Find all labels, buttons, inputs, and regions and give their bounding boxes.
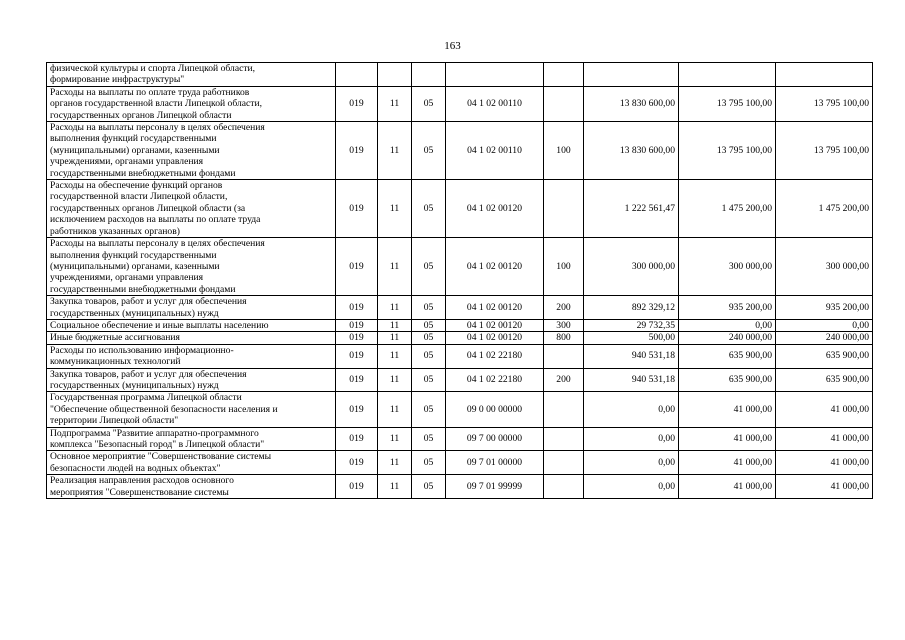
section-code-cell xyxy=(378,63,412,87)
subsection-code-cell: 05 xyxy=(412,475,446,499)
section-code-cell: 11 xyxy=(378,392,412,427)
amount-col3-cell: 13 795 100,00 xyxy=(776,122,873,180)
ministry-code-cell: 019 xyxy=(336,238,378,296)
expense-name-cell: Расходы на выплаты по оплате труда работников органов государственной власти Липецкой области, государственных органов Липецкой области xyxy=(47,86,336,121)
subsection-code-cell: 05 xyxy=(412,368,446,392)
amount-col1-cell: 500,00 xyxy=(584,332,679,344)
expense-name-cell: Реализация направления расходов основного мероприятия "Совершенствование системы xyxy=(47,475,336,499)
amount-col1-cell: 1 222 561,47 xyxy=(584,180,679,238)
target-article-cell: 04 1 02 00110 xyxy=(446,86,544,121)
subsection-code-cell xyxy=(412,63,446,87)
table-row xyxy=(47,319,873,331)
ministry-code-cell: 019 xyxy=(336,180,378,238)
amount-col1-cell: 29 732,35 xyxy=(584,319,679,331)
target-article-cell: 09 7 01 00000 xyxy=(446,451,544,475)
amount-col2-cell: 41 000,00 xyxy=(679,427,776,451)
expense-name-cell: Социальное обеспечение и иные выплаты населению xyxy=(47,319,336,331)
expense-name-cell: Расходы на обеспечение функций органов государственной власти Липецкой области, государственных органов Липецкой области (за исключением расходов на выплаты по оплате труда работников указанных органов) xyxy=(47,180,336,238)
amount-col2-cell: 635 900,00 xyxy=(679,368,776,392)
subsection-code-cell: 05 xyxy=(412,180,446,238)
table-row xyxy=(47,392,873,427)
target-article-cell: 04 1 02 00120 xyxy=(446,238,544,296)
expense-name-cell: Закупка товаров, работ и услуг для обеспечения государственных (муниципальных) нужд xyxy=(47,368,336,392)
amount-col3-cell: 0,00 xyxy=(776,319,873,331)
ministry-code-cell: 019 xyxy=(336,368,378,392)
ministry-code-cell: 019 xyxy=(336,332,378,344)
table-row xyxy=(47,238,873,296)
table-row xyxy=(47,63,873,87)
table-row xyxy=(47,122,873,180)
subsection-code-cell: 05 xyxy=(412,427,446,451)
target-article-cell: 04 1 02 22180 xyxy=(446,344,544,368)
amount-col3-cell: 635 900,00 xyxy=(776,344,873,368)
ministry-code-cell: 019 xyxy=(336,344,378,368)
section-code-cell: 11 xyxy=(378,368,412,392)
expense-type-cell: 800 xyxy=(544,332,584,344)
ministry-code-cell: 019 xyxy=(336,451,378,475)
expense-type-cell: 200 xyxy=(544,368,584,392)
section-code-cell: 11 xyxy=(378,86,412,121)
expense-name-cell: физической культуры и спорта Липецкой области, формирование инфраструктуры" xyxy=(47,63,336,87)
target-article-cell: 04 1 02 00120 xyxy=(446,319,544,331)
section-code-cell: 11 xyxy=(378,451,412,475)
ministry-code-cell: 019 xyxy=(336,122,378,180)
amount-col3-cell: 41 000,00 xyxy=(776,427,873,451)
subsection-code-cell: 05 xyxy=(412,122,446,180)
amount-col2-cell: 240 000,00 xyxy=(679,332,776,344)
ministry-code-cell: 019 xyxy=(336,296,378,320)
section-code-cell: 11 xyxy=(378,332,412,344)
amount-col1-cell: 940 531,18 xyxy=(584,368,679,392)
amount-col2-cell: 13 795 100,00 xyxy=(679,122,776,180)
expense-type-cell xyxy=(544,392,584,427)
amount-col2-cell: 41 000,00 xyxy=(679,475,776,499)
expense-name-cell: Расходы по использованию информационно- коммуникационных технологий xyxy=(47,344,336,368)
amount-col2-cell: 1 475 200,00 xyxy=(679,180,776,238)
amount-col3-cell: 13 795 100,00 xyxy=(776,86,873,121)
page-number: 163 xyxy=(444,40,461,52)
ministry-code-cell: 019 xyxy=(336,319,378,331)
table-row xyxy=(47,427,873,451)
amount-col2-cell: 300 000,00 xyxy=(679,238,776,296)
amount-col1-cell: 940 531,18 xyxy=(584,344,679,368)
table-row xyxy=(47,180,873,238)
subsection-code-cell: 05 xyxy=(412,86,446,121)
section-code-cell: 11 xyxy=(378,180,412,238)
amount-col1-cell: 13 830 600,00 xyxy=(584,86,679,121)
ministry-code-cell: 019 xyxy=(336,392,378,427)
expense-name-cell: Иные бюджетные ассигнования xyxy=(47,332,336,344)
table-row xyxy=(47,332,873,344)
amount-col1-cell: 13 830 600,00 xyxy=(584,122,679,180)
subsection-code-cell: 05 xyxy=(412,344,446,368)
amount-col2-cell: 41 000,00 xyxy=(679,451,776,475)
section-code-cell: 11 xyxy=(378,475,412,499)
amount-col2-cell: 13 795 100,00 xyxy=(679,86,776,121)
subsection-code-cell: 05 xyxy=(412,392,446,427)
expense-type-cell xyxy=(544,475,584,499)
expense-type-cell xyxy=(544,344,584,368)
amount-col3-cell: 300 000,00 xyxy=(776,238,873,296)
section-code-cell: 11 xyxy=(378,344,412,368)
amount-col3-cell: 41 000,00 xyxy=(776,475,873,499)
expense-type-cell: 100 xyxy=(544,238,584,296)
target-article-cell: 09 0 00 00000 xyxy=(446,392,544,427)
expense-name-cell: Подпрограмма "Развитие аппаратно-программного комплекса "Безопасный город" в Липецкой области" xyxy=(47,427,336,451)
amount-col3-cell xyxy=(776,63,873,87)
expense-name-cell: Расходы на выплаты персоналу в целях обеспечения выполнения функций государственными (муниципальными) органами, казенными учреждениями, органами управления государственными внебюджетными фондами xyxy=(47,122,336,180)
subsection-code-cell: 05 xyxy=(412,319,446,331)
ministry-code-cell xyxy=(336,63,378,87)
target-article-cell: 04 1 02 22180 xyxy=(446,368,544,392)
budget-table xyxy=(46,62,873,499)
subsection-code-cell: 05 xyxy=(412,296,446,320)
expense-type-cell: 100 xyxy=(544,122,584,180)
table-row xyxy=(47,344,873,368)
table-row xyxy=(47,451,873,475)
amount-col1-cell: 892 329,12 xyxy=(584,296,679,320)
amount-col2-cell: 935 200,00 xyxy=(679,296,776,320)
expense-type-cell xyxy=(544,180,584,238)
amount-col1-cell: 0,00 xyxy=(584,475,679,499)
target-article-cell: 04 1 02 00120 xyxy=(446,180,544,238)
target-article-cell: 04 1 02 00120 xyxy=(446,296,544,320)
amount-col1-cell: 0,00 xyxy=(584,451,679,475)
section-code-cell: 11 xyxy=(378,427,412,451)
ministry-code-cell: 019 xyxy=(336,475,378,499)
ministry-code-cell: 019 xyxy=(336,427,378,451)
expense-type-cell xyxy=(544,427,584,451)
expense-name-cell: Основное мероприятие "Совершенствование системы безопасности людей на водных объектах" xyxy=(47,451,336,475)
amount-col3-cell: 41 000,00 xyxy=(776,451,873,475)
expense-type-cell: 300 xyxy=(544,319,584,331)
expense-type-cell xyxy=(544,451,584,475)
section-code-cell: 11 xyxy=(378,319,412,331)
expense-name-cell: Государственная программа Липецкой области "Обеспечение общественной безопасности населения и территории Липецкой области" xyxy=(47,392,336,427)
amount-col1-cell: 300 000,00 xyxy=(584,238,679,296)
table-row xyxy=(47,86,873,121)
amount-col2-cell: 41 000,00 xyxy=(679,392,776,427)
expense-type-cell xyxy=(544,63,584,87)
expense-name-cell: Закупка товаров, работ и услуг для обеспечения государственных (муниципальных) нужд xyxy=(47,296,336,320)
target-article-cell: 04 1 02 00120 xyxy=(446,332,544,344)
amount-col2-cell: 635 900,00 xyxy=(679,344,776,368)
subsection-code-cell: 05 xyxy=(412,332,446,344)
subsection-code-cell: 05 xyxy=(412,451,446,475)
amount-col3-cell: 240 000,00 xyxy=(776,332,873,344)
amount-col1-cell: 0,00 xyxy=(584,427,679,451)
amount-col2-cell: 0,00 xyxy=(679,319,776,331)
table-row xyxy=(47,475,873,499)
amount-col3-cell: 41 000,00 xyxy=(776,392,873,427)
amount-col3-cell: 1 475 200,00 xyxy=(776,180,873,238)
section-code-cell: 11 xyxy=(378,122,412,180)
expense-type-cell: 200 xyxy=(544,296,584,320)
amount-col3-cell: 935 200,00 xyxy=(776,296,873,320)
amount-col3-cell: 635 900,00 xyxy=(776,368,873,392)
expense-name-cell: Расходы на выплаты персоналу в целях обеспечения выполнения функций государственными (муниципальными) органами, казенными учреждениями, органами управления государственными внебюджетными фондами xyxy=(47,238,336,296)
table-row xyxy=(47,296,873,320)
amount-col1-cell xyxy=(584,63,679,87)
target-article-cell: 09 7 00 00000 xyxy=(446,427,544,451)
amount-col2-cell xyxy=(679,63,776,87)
amount-col1-cell: 0,00 xyxy=(584,392,679,427)
target-article-cell: 09 7 01 99999 xyxy=(446,475,544,499)
target-article-cell: 04 1 02 00110 xyxy=(446,122,544,180)
section-code-cell: 11 xyxy=(378,238,412,296)
expense-type-cell xyxy=(544,86,584,121)
table-row xyxy=(47,368,873,392)
subsection-code-cell: 05 xyxy=(412,238,446,296)
section-code-cell: 11 xyxy=(378,296,412,320)
ministry-code-cell: 019 xyxy=(336,86,378,121)
target-article-cell xyxy=(446,63,544,87)
